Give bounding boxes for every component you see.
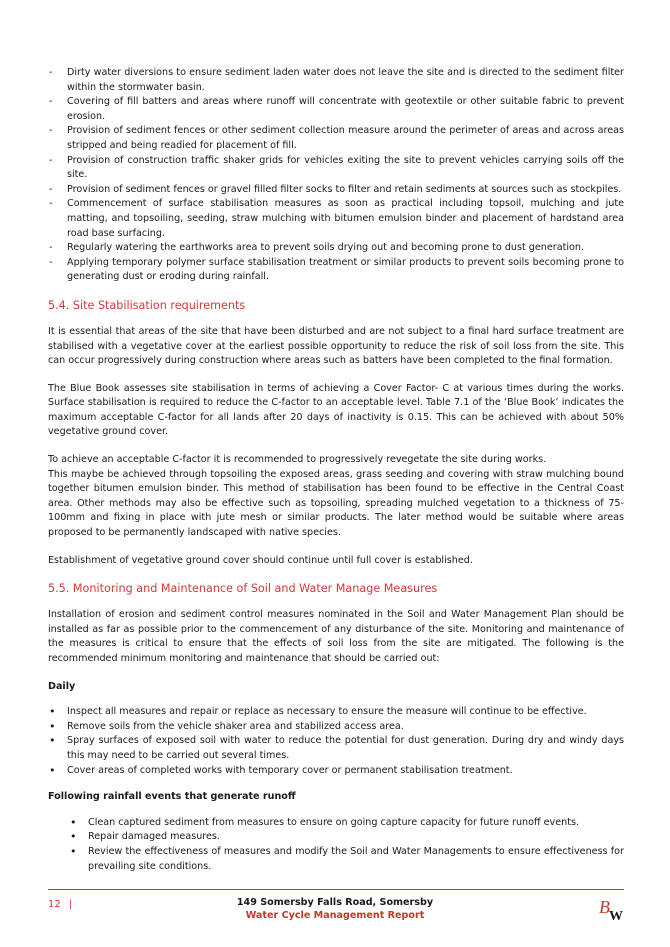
footer-separator: | <box>68 899 73 910</box>
paragraph: To achieve an acceptable C-factor it is recommended to progressively revegetate the site during works. <box>48 454 547 466</box>
list-item: - Commencement of surface stabilisation measures as soon as practical including topsoil, mulching and jute matting, and topsoiling, seeding, straw mulching with bitumen emulsion binder and placement of hardstand area road base surfacing. <box>48 197 624 241</box>
list-item: - Applying temporary polymer surface stabilisation treatment or similar products to prevent soils becoming prone to generating dust or eroding during rainfall. <box>48 256 624 285</box>
section-heading-5-4: 5.4. Site Stabilisation requirements <box>48 298 246 312</box>
company-logo <box>598 893 624 923</box>
list-item: • Cover areas of completed works with temporary cover or permanent stabilisation treatment. <box>48 764 624 779</box>
list-item: - Provision of construction traffic shaker grids for vehicles exiting the site to prevent vehicles carrying soils off the site. <box>48 154 624 183</box>
section-heading-5-5: 5.5. Monitoring and Maintenance of Soil and Water Manage Measures <box>48 582 438 596</box>
list-item: • Repair damaged measures. <box>48 830 624 845</box>
footer-title <box>210 896 460 922</box>
intro-list <box>48 66 624 285</box>
paragraph: It is essential that areas of the site that have been disturbed and are not subject to a final hard surface treatment are stabilised with a vegetative cover at the earliest possible opportunity to reduce the risk of soil loss from the site. This can occur progressively during construction where areas such as batters have been completed to the final formation. <box>48 325 624 367</box>
svg-text:B: B <box>599 897 610 917</box>
list-item: • Review the effectiveness of measures and modify the Soil and Water Managements to ensure effectiveness for prevailing site conditions. <box>48 845 624 874</box>
paragraph: The Blue Book assesses site stabilisation in terms of achieving a Cover Factor- C at various times during the works. Surface stabilisation is required to reduce the C-factor to an acceptable level. Table 7.1 of the ‘Blue Book’ indicates the maximum acceptable C-factor for all lands after 20 days of inactivity is 0.15. This can be achieved with about 50% vegetative ground cover. <box>48 382 624 438</box>
paragraph: Installation of erosion and sediment control measures nominated in the Soil and Water Management Plan should be installed as far as possible prior to the commencement of any disturbance of the site. Monitoring and maintenance of the measures is critical to ensure that the effects of soil loss from the site are mitigated. The following is the recommended minimum monitoring and maintenance that should be carried out: <box>48 609 624 664</box>
page-body <box>48 66 624 886</box>
daily-heading: Daily <box>48 680 76 692</box>
page-number: 12 <box>48 899 61 910</box>
list-item: • Remove soils from the vehicle shaker area and stabilized access area. <box>48 720 624 735</box>
list-item: • Inspect all measures and repair or replace as necessary to ensure the measure will continue to be effective. <box>48 705 624 720</box>
rainfall-heading: Following rainfall events that generate runoff <box>48 791 296 803</box>
paragraph: This maybe be achieved through topsoiling the exposed areas, grass seeding and covering with straw mulching bound together bitumen emulsion binder. This method of stabilisation has been found to be effective in the Central Coast area. Other methods may also be effective such as topsoiling, spreading mulched vegetation to a thickness of 75-100mm and fixing in place with jute mesh or similar products. The later method would be suitable where areas proposed to be permanently landscaped with native species. <box>48 468 624 539</box>
daily-list <box>48 705 624 778</box>
list-item: - Provision of sediment fences or other sediment collection measure around the perimeter of areas and across areas stripped and being readied for placement of fill. <box>48 124 624 153</box>
list-item: - Regularly watering the earthworks area to prevent soils drying out and becoming prone to dust generation. <box>48 241 624 256</box>
footer-page-number <box>48 899 72 910</box>
rainfall-list <box>48 816 624 874</box>
list-item: - Provision of sediment fences or gravel filled filter socks to filter and retain sediments at sources such as stockpiles. <box>48 183 624 198</box>
footer-address: 149 Somersby Falls Road, Somersby <box>236 897 434 908</box>
list-item: - Dirty water diversions to ensure sediment laden water does not leave the site and is directed to the sediment filter within the stormwater basin. <box>48 66 624 95</box>
paragraph: Establishment of vegetative ground cover should continue until full cover is established. <box>48 554 473 566</box>
list-item: - Covering of fill batters and areas where runoff will concentrate with geotextile or other suitable fabric to prevent erosion. <box>48 95 624 124</box>
svg-text:W: W <box>609 909 623 923</box>
list-item: • Clean captured sediment from measures to ensure on going capture capacity for future runoff events. <box>48 816 624 831</box>
footer-report-title: Water Cycle Management Report <box>245 910 425 921</box>
list-item: • Spray surfaces of exposed soil with water to reduce the potential for dust generation. During dry and windy days this may need to be carried out several times. <box>48 734 624 763</box>
footer-divider <box>48 889 624 890</box>
